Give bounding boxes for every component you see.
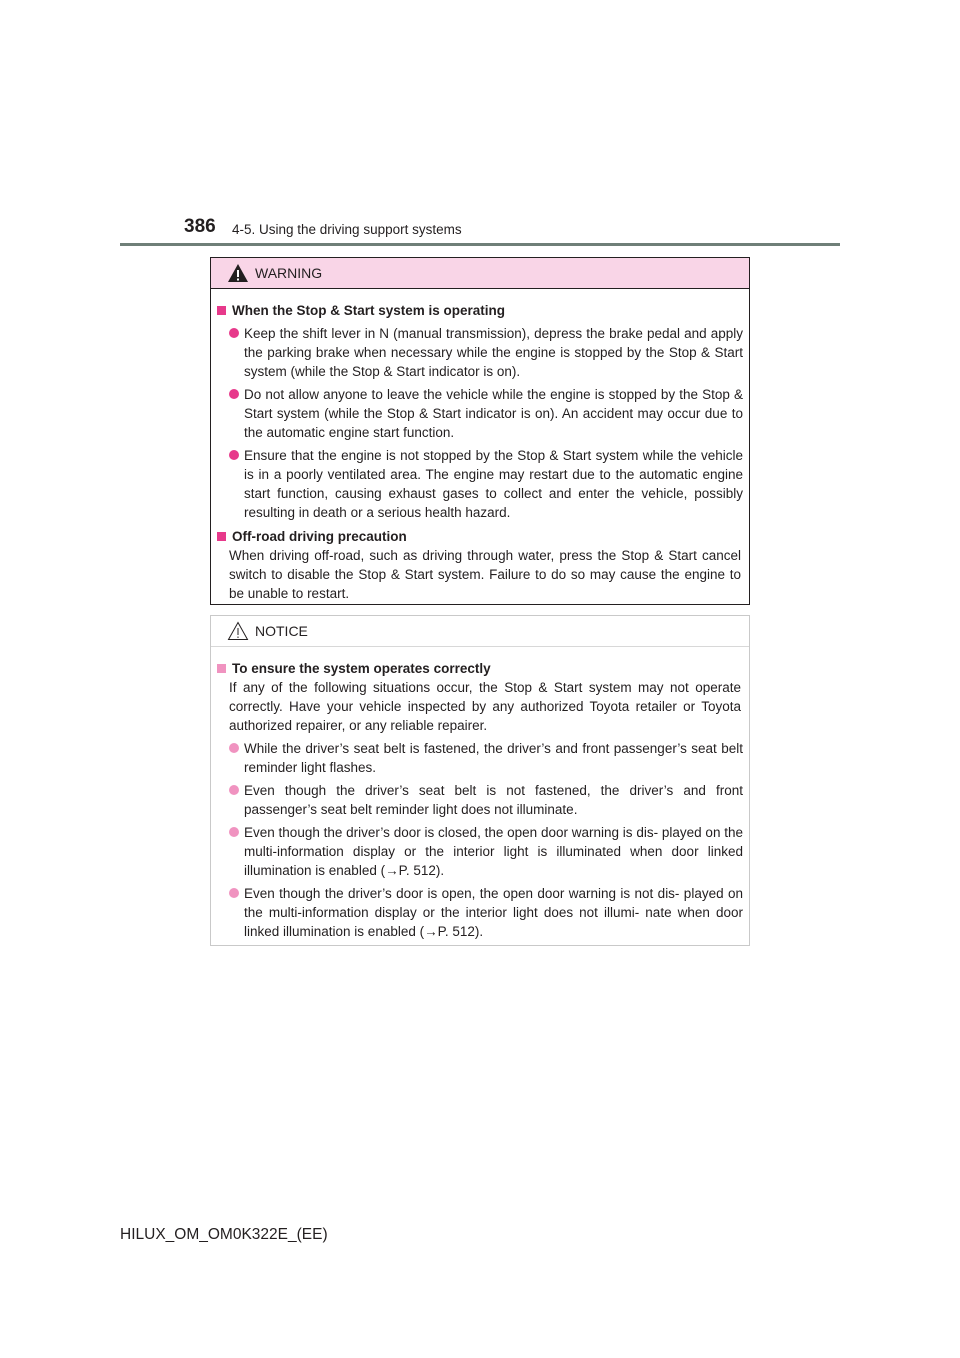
warning-box bbox=[210, 257, 750, 605]
notice-heading: To ensure the system operates correctly bbox=[217, 659, 743, 678]
warning-off-road-text: When driving off-road, such as driving through water, press the Stop & Start cancel switch to disable the Stop & Start system. Failure to do so may cause the engine to be unable to restart. bbox=[229, 548, 741, 601]
round-bullet-icon bbox=[229, 328, 239, 338]
warning-bullet-text: Do not allow anyone to leave the vehicle while the engine is stopped by the Stop & Start system (while the Stop & Start indicator is on). An accident may occur due to the automatic engine start function. bbox=[244, 387, 743, 440]
notice-title: NOTICE bbox=[255, 623, 308, 639]
notice-bullet bbox=[217, 739, 743, 777]
notice-header bbox=[211, 616, 749, 647]
warning-bullet bbox=[217, 324, 743, 381]
round-bullet-icon bbox=[229, 827, 239, 837]
notice-bullet bbox=[217, 884, 743, 941]
square-bullet-icon bbox=[217, 664, 226, 673]
warning-triangle-icon bbox=[227, 263, 249, 283]
square-bullet-icon bbox=[217, 532, 226, 541]
notice-box bbox=[210, 615, 750, 946]
warning-header bbox=[211, 258, 749, 289]
notice-bullet-text: Even though the driver’s door is closed, the open door warning is dis- played on the multi-information display or the interior light is illuminated when door linked illumination is enabled (→P. 512). bbox=[244, 825, 743, 878]
warning-bullet-text: Keep the shift lever in N (manual transmission), depress the brake pedal and apply the parking brake when necessary while the engine is stopped by the Stop & Start system (while the Stop & Start indicator is on). bbox=[244, 326, 743, 379]
round-bullet-icon bbox=[229, 785, 239, 795]
header-rule bbox=[120, 243, 840, 246]
warning-body bbox=[211, 289, 749, 603]
notice-bullet-text: Even though the driver’s door is open, the open door warning is not dis- played on the multi-information display or the interior light does not illumi- nate when door linked illumination is enabled (→P. 512). bbox=[244, 886, 743, 939]
warning-bullet-text: Ensure that the engine is not stopped by the Stop & Start system while the vehicle is in a poorly ventilated area. The engine may restart due to the automatic engine start function, causing exhaust gases to collect and enter the vehicle, possibly resulting in death or a serious health hazard. bbox=[244, 448, 743, 520]
notice-bullet-text: While the driver’s seat belt is fastened, the driver’s and front passenger’s seat belt reminder light flashes. bbox=[244, 741, 743, 775]
warning-bullet bbox=[217, 446, 743, 522]
square-bullet-icon bbox=[217, 306, 226, 315]
warning-title: WARNING bbox=[255, 265, 323, 281]
notice-bullet bbox=[217, 781, 743, 819]
warning-heading-stop-start: When the Stop & Start system is operating bbox=[217, 301, 743, 320]
warning-heading-off-road: Off-road driving precaution bbox=[217, 527, 743, 546]
footer-manual-code: HILUX_OM_OM0K322E_(EE) bbox=[120, 1226, 328, 1243]
round-bullet-icon bbox=[229, 743, 239, 753]
round-bullet-icon bbox=[229, 888, 239, 898]
section-title: 4-5. Using the driving support systems bbox=[232, 222, 462, 237]
warning-bullet bbox=[217, 385, 743, 442]
notice-bullet bbox=[217, 823, 743, 880]
round-bullet-icon bbox=[229, 389, 239, 399]
notice-body bbox=[211, 647, 749, 941]
round-bullet-icon bbox=[229, 450, 239, 460]
notice-triangle-icon bbox=[227, 621, 249, 641]
page-number: 386 bbox=[184, 216, 216, 237]
notice-bullet-text: Even though the driver’s seat belt is not fastened, the driver’s and front passenger’s seat belt reminder light does not illuminate. bbox=[244, 783, 743, 817]
notice-intro: If any of the following situations occur, the Stop & Start system may not operate correctly. Have your vehicle inspected by any authorized Toyota retailer or Toyota authorized repairer, or any reliable repairer. bbox=[229, 680, 741, 733]
